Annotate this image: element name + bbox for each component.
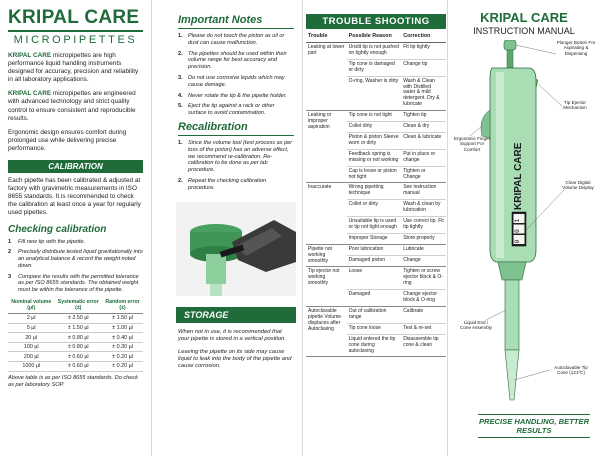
tolerance-cell: 2 µl [8, 314, 54, 324]
correction-cell: Wash & Clean with Distilled water & mild detergent. Dry & lubricate [401, 76, 446, 111]
tolerance-cell: ± 0.20 µl [102, 362, 143, 372]
troubleshooting-title: TROUBLE SHOOTING [306, 14, 446, 29]
reason-cell: Damaged [347, 290, 402, 307]
note-item [178, 51, 294, 71]
troubleshooting-row [306, 183, 446, 200]
note-item [178, 33, 294, 47]
recal-item [178, 178, 294, 192]
intro-paragraph-3: Ergonomic design ensures comfort during prolonged use while delivering precise performance. [8, 128, 127, 152]
step-number: 3 [8, 273, 12, 280]
tolerance-cell: 20 µl [8, 333, 54, 343]
list-text: Since the volume tool (test process as per loss of the piston) has an adverse effect, we recommend re-calibration. Re-calibration to be done as per lab procedure. [188, 139, 293, 174]
reason-cell: Loose [347, 267, 402, 290]
reason-cell: Liquid entered the tip cone during autoclaving [347, 334, 402, 357]
tolerance-header-cell: Random error (±) [102, 298, 143, 314]
tolerance-header-cell: Nominal volume (µl) [8, 298, 54, 314]
tolerance-cell: 100 µl [8, 342, 54, 352]
tolerance-header-cell: Systematic error (±) [54, 298, 102, 314]
important-notes-title: Important Notes [178, 14, 263, 26]
tolerance-cell: ± 1.00 µl [102, 323, 143, 333]
step-number: 2 [8, 249, 12, 256]
list-number: 5. [178, 103, 183, 110]
troubleshooting-header-cell: Possible Reason [347, 32, 402, 43]
troubleshooting-table [306, 32, 446, 357]
checking-step [8, 239, 143, 246]
pipette-tip-photo [176, 202, 296, 296]
correction-cell: Put in place or change [401, 149, 446, 166]
step-text: Fill new tip with the pipette. [18, 238, 86, 245]
notes-rule [178, 28, 294, 29]
reason-cell: Feedback spring is missing or not working [347, 149, 402, 166]
reason-cell: Unsuitable tip is used or tip not tight enough [347, 217, 402, 234]
tolerance-row [8, 333, 143, 343]
trouble-cell: Leaking at lower part [306, 43, 347, 111]
panel-notes [152, 0, 300, 456]
note-item [178, 103, 294, 117]
checking-step [8, 274, 143, 294]
reason-cell: Cap is loose or piston not tight [347, 166, 402, 183]
troubleshooting-header-cell: Trouble [306, 32, 347, 43]
correction-cell: Lubricate [401, 244, 446, 255]
pipette-body-text: KRIPAL CARE [513, 142, 524, 210]
tolerance-row [8, 342, 143, 352]
list-text: The pipettes should be used within their volume range for best accuracy and precision. [188, 50, 287, 71]
tolerance-row [8, 314, 143, 324]
correction-cell: Calibrate [401, 307, 446, 324]
storage-text-2: Leaving the pipette on its side may cause liquid to leak into the body of the pipette and cause corrosion. [178, 348, 292, 369]
tolerance-table-body [8, 314, 143, 372]
cover-brand: KRIPAL CARE [480, 10, 568, 25]
correction-cell: Change tip [401, 59, 446, 76]
important-notes-list [178, 33, 294, 117]
tolerance-cell: ± 2.50 µl [54, 314, 102, 324]
list-number: 3. [178, 74, 183, 81]
tolerance-cell: 1000 µl [8, 362, 54, 372]
correction-cell: Clean & lubricate [401, 132, 446, 149]
troubleshooting-row [306, 244, 446, 255]
correction-cell: See instruction manual [401, 183, 446, 200]
panel-intro [0, 0, 150, 456]
correction-cell: Test & re-set [401, 323, 446, 334]
list-text: Repeat the checking calibration procedure. [188, 177, 267, 191]
display-digit-3: 0 [514, 239, 521, 244]
list-number: 2. [178, 50, 183, 57]
recal-item [178, 140, 294, 174]
list-number: 1. [178, 139, 183, 146]
trouble-cell: Tip ejector not working smoothly [306, 267, 347, 307]
intro-paragraph-2 [8, 90, 143, 122]
intro-brand-1: KRIPAL CARE [8, 52, 52, 59]
reason-cell: Wrong pipetting technique [347, 183, 402, 200]
step-number: 1 [8, 238, 12, 245]
tolerance-cell: ± 1.50 µl [102, 314, 143, 324]
trouble-cell: Leaking or improper aspiration [306, 111, 347, 183]
brand-title: KRIPAL CARE [8, 7, 140, 28]
reason-cell: Collet dirty [347, 122, 402, 133]
tolerance-cell: ± 1.50 µl [54, 323, 102, 333]
tolerance-row [8, 352, 143, 362]
troubleshooting-row [306, 43, 446, 60]
tolerance-row [8, 323, 143, 333]
label-display: Clear Digital Volume Display [562, 180, 594, 191]
label-finger-support: Ergonomic Finger Support For Comfort [453, 136, 491, 152]
reason-cell: Tip cone is not tight [347, 111, 402, 122]
reason-cell: O-ring, Washer is dirty [347, 76, 402, 111]
tolerance-cell: ± 0.80 µl [54, 333, 102, 343]
correction-cell: Change ejector block & O-ring [401, 290, 446, 307]
tolerance-cell: ± 0.30 µl [102, 342, 143, 352]
correction-cell: Change [401, 256, 446, 267]
tolerance-cell: ± 0.80 µl [54, 342, 102, 352]
reason-cell: Out of calibration range [347, 307, 402, 324]
correction-cell: Use correct tip. Fit tip tightly [401, 217, 446, 234]
reason-cell: Tip cone loose [347, 323, 402, 334]
label-liquid-end: Liquid End / Cone Assembly [460, 320, 492, 331]
fold-divider-2 [302, 0, 303, 456]
calibration-banner: CALIBRATION [8, 160, 143, 173]
correction-cell: Clean & dry [401, 122, 446, 133]
tolerance-cell: ± 0.60 µl [54, 352, 102, 362]
label-plunger: Plunger Button For Aspirating & Dispensing [556, 40, 596, 56]
reason-cell: Poor lubrication [347, 244, 402, 255]
display-digit-1: 1 [514, 218, 521, 223]
storage-text-1: When not in use, it is recommended that your pipette is stored in a vertical position. [178, 328, 286, 342]
pipette-illustration [452, 40, 598, 410]
troubleshooting-body [306, 43, 446, 357]
reason-cell: Piston & piston Sleeve worn or dirty [347, 132, 402, 149]
intro-paragraph-1 [8, 52, 143, 84]
panel-troubleshooting [304, 0, 446, 456]
tolerance-table [8, 298, 143, 372]
troubleshooting-row [306, 307, 446, 324]
recal-rule [178, 135, 294, 136]
troubleshooting-header [306, 32, 446, 43]
intro-text-2: micropipettes are engineered with advanced technology and strict quality control to ensure consistent and reproducible results. [8, 90, 136, 122]
checking-steps-list [8, 239, 143, 295]
note-item [178, 93, 294, 100]
tolerance-row [8, 362, 143, 372]
correction-cell: Store properly [401, 233, 446, 244]
correction-cell: Tighten tip [401, 111, 446, 122]
cover-footer-slogan: PRECISE HANDLING, BETTER RESULTS [478, 414, 590, 438]
reason-cell: Improper Storage [347, 233, 402, 244]
list-text: Eject the tip against a rack or other surface to avoid contamination. [188, 103, 275, 117]
correction-cell: Fit tip tightly [401, 43, 446, 60]
tolerance-cell: ± 0.60 µl [54, 362, 102, 372]
step-text: Precisely distribute tested liquid gravitationally into an analytical balance & record the weight noted down. [18, 249, 143, 269]
reason-cell: Damaged piston [347, 256, 402, 267]
checking-step [8, 249, 143, 269]
reason-cell: Unslit tip is not pushed on tightly enough [347, 43, 402, 60]
tolerance-cell: ± 0.40 µl [102, 333, 143, 343]
calibration-text: Each pipette has been calibrated & adjusted at factory with gravimetric measurements in ISO 8655 standards. It is recommended to check the calibration at least once a year for regularly used pipettes. [8, 177, 141, 217]
note-item [178, 75, 294, 89]
list-number: 2. [178, 177, 183, 184]
list-number: 4. [178, 92, 183, 99]
tolerance-cell: 5 µl [8, 323, 54, 333]
troubleshooting-header-cell: Correction [401, 32, 446, 43]
correction-cell: Tighten or screw ejector block & O-ring [401, 267, 446, 290]
correction-cell: Tighten or Change [401, 166, 446, 183]
checking-calibration-title: Checking calibration [8, 223, 107, 235]
list-text: Never rotate the tip & the pipette holder. [188, 92, 287, 99]
display-digit-2: 0 [514, 229, 521, 233]
trouble-cell: Inaccurate [306, 183, 347, 244]
table-note: Above table is as per ISO 8655 standards. Do check as per laboratory SOP. [8, 374, 138, 388]
label-tip-cone: Autoclavable Tip Cone (121ºC) [554, 365, 588, 376]
intro-brand-2: KRIPAL CARE [8, 90, 52, 98]
brand-rule [8, 30, 143, 32]
list-number: 1. [178, 33, 183, 39]
tolerance-cell: ± 0.20 µl [102, 352, 143, 362]
list-text: Please do not touch the piston as oil or dust can cause malfunction. [188, 33, 285, 46]
recalibration-title: Recalibration [178, 120, 248, 133]
trouble-cell: Pipette not working smoothly [306, 244, 347, 267]
correction-cell: Disassemble tip cone & clean [401, 334, 446, 357]
recalibration-list [178, 140, 294, 192]
trouble-cell: Autoclavable pipette Volume displaces after Autoclaving [306, 307, 347, 357]
tolerance-table-header [8, 298, 143, 314]
brand-subtitle: MICROPIPETTES [13, 34, 138, 46]
troubleshooting-row [306, 267, 446, 290]
reason-cell: Collet or dirty [347, 200, 402, 217]
correction-cell: Wash & clean by lubrication [401, 200, 446, 217]
troubleshooting-row [306, 111, 446, 122]
storage-banner: STORAGE [176, 307, 296, 323]
step-text: Compare the results with the permitted tolerance as per ISO 8655 standards. The obtained weight must be within the tolerance of the pipette. [18, 273, 139, 294]
intro-text-1: micropipettes are high performance liquid handling instruments designed for accuracy, precision and reliability in all laboratory applications. [8, 52, 139, 84]
list-text: Do not use corrosive liquids which may cause damage. [188, 74, 285, 88]
cover-subtitle: INSTRUCTION MANUAL [473, 26, 575, 36]
label-ejector: Tip Ejector Mechanism [563, 100, 587, 111]
tolerance-cell: 200 µl [8, 352, 54, 362]
reason-cell: Tip cone is damaged or dirty [347, 59, 402, 76]
